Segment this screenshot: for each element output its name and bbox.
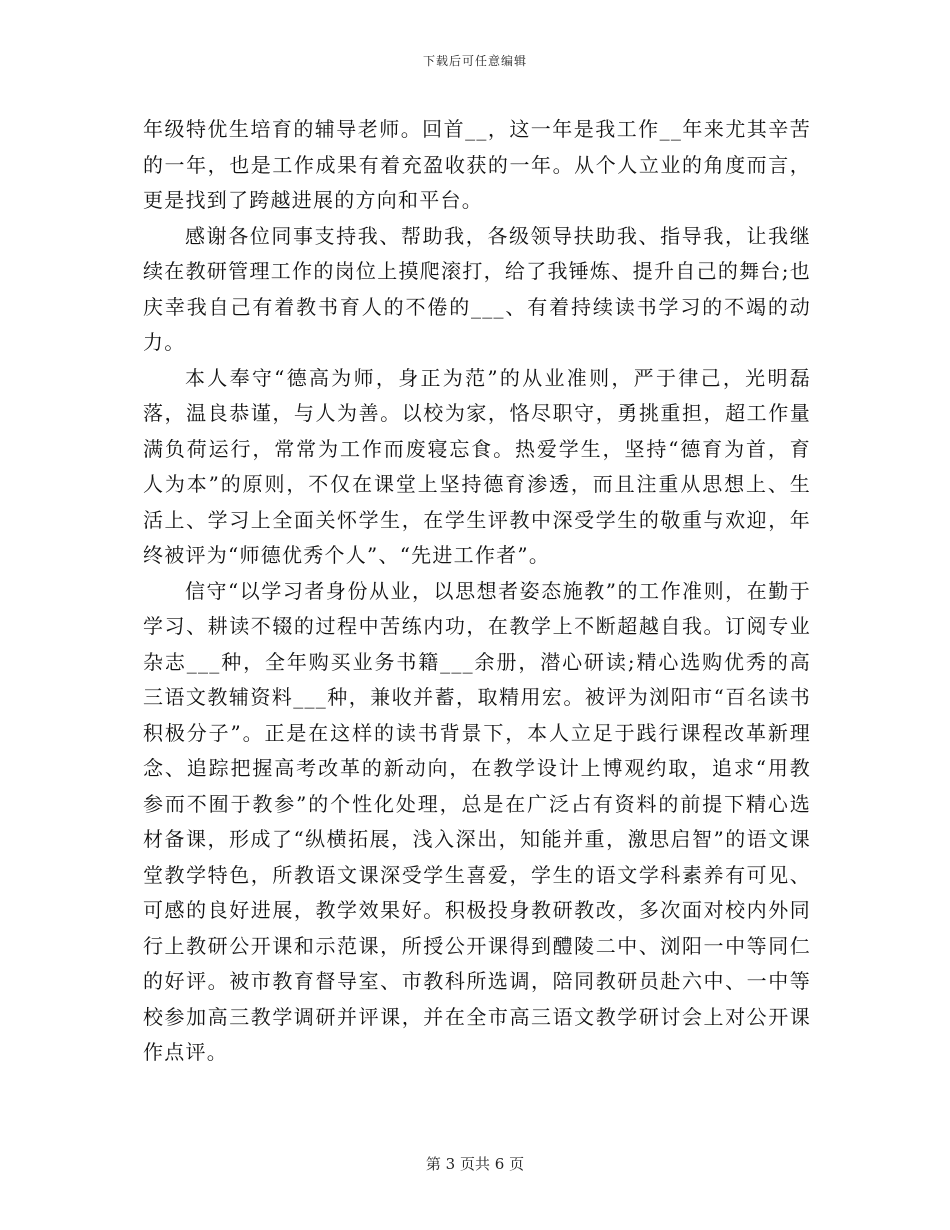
paragraph-2: 感谢各位同事支持我、帮助我，各级领导扶助我、指导我，让我继续在教研管理工作的岗位上摸爬滚打，给了我锤炼、提升自己的舞台;也庆幸我自己有着教书育人的不倦的___、有着持续读书学习的不竭的动力。 [143,223,811,354]
paragraph-1: 年级特优生培育的辅导老师。回首__，这一年是我工作__年来尤其辛苦的一年，也是工作成果有着充盈收获的一年。从个人立业的角度而言，更是找到了跨越进展的方向和平台。 [143,117,811,212]
paragraph-3: 本人奉守“德高为师，身正为范”的从业准则，严于律己，光明磊落，温良恭谨，与人为善。以校为家，恪尽职守，勇挑重担，超工作量满负荷运行，常常为工作而废寝忘食。热爱学生，坚持“德育为首，育人为本”的原则，不仅在课堂上坚持德育渗透，而且注重从思想上、生活上、学习上全面关怀学生，在学生评教中深受学生的敬重与欢迎，年终被评为“师德优秀个人”、“先进工作者”。 [143,365,811,567]
page-footer: 第 3 页共 6 页 [425,1155,525,1173]
page-header: 下载后可任意编辑 [422,54,527,68]
document-body [143,112,811,1071]
paragraph-4: 信守“以学习者身份从业，以思想者姿态施教”的工作准则，在勤于学习、耕读不辍的过程中苦练内功，在教学上不断超越自我。订阅专业杂志___种，全年购买业务书籍___余册，潜心研读;精心选购优秀的高三语文教辅资料___种，兼收并蓄，取精用宏。被评为浏阳市“百名读书积极分子”。正是在这样的读书背景下，本人立足于践行课程改革新理念、追踪把握高考改革的新动向，在教学设计上博观约取，追求“用教参而不囿于教参”的个性化处理，总是在广泛占有资料的前提下精心选材备课，形成了“纵横拓展，浅入深出，知能并重，激思启智”的语文课堂教学特色，所教语文课深受学生喜爱，学生的语文学科素养有可见、可感的良好进展，教学效果好。积极投身教研教改，多次面对校内外同行上教研公开课和示范课，所授公开课得到醴陵二中、浏阳一中等同仁的好评。被市教育督导室、市教科所选调，陪同教研员赴六中、一中等校参加高三教学调研并评课，并在全市高三语文教学研讨会上对公开课作点评。 [143,578,811,1064]
